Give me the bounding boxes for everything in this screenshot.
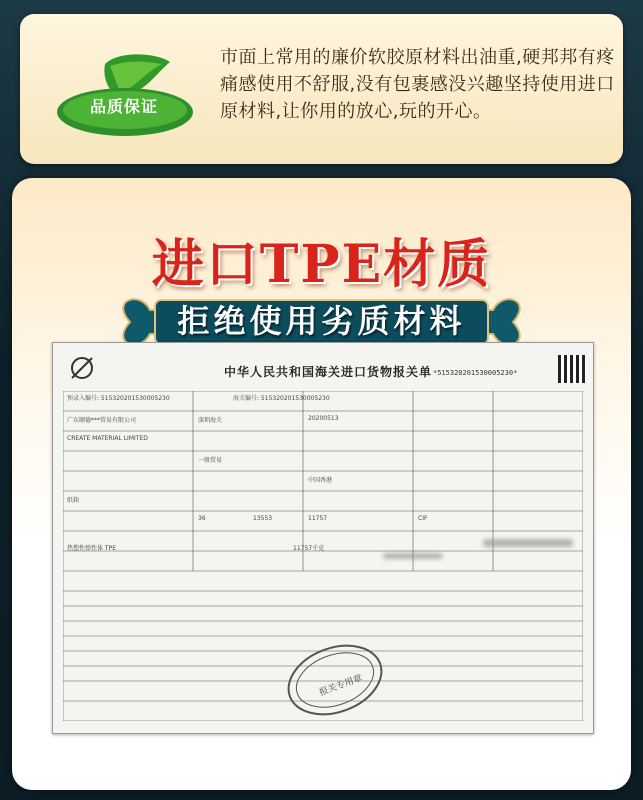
- package: 纸箱: [67, 497, 80, 504]
- intro-text: 市面上常用的廉价软胶原材料出油重,硬邦邦有疼痛感使用不舒服,没有包裹感没兴趣坚持使用进口原材料,让你用的放心,玩的开心。: [220, 47, 615, 122]
- document-title: 中华人民共和国海关进口货物报关单: [223, 365, 432, 379]
- consignor: CREATE MATERIAL LIMITED: [67, 435, 148, 442]
- trade-mode: 一般贸易: [198, 457, 223, 464]
- customs-no: 海关编号: 515320201530005230: [233, 395, 330, 402]
- customs-emblem-icon: [67, 353, 97, 383]
- quantity: 11757千克: [293, 545, 325, 552]
- pieces: 36: [198, 515, 206, 522]
- customs-declaration-document: [52, 342, 594, 734]
- headline: 进口TPE材质: [151, 234, 492, 295]
- origin: 中国香港: [308, 477, 333, 484]
- terms: CIF: [418, 515, 428, 522]
- qr-code-icon: [558, 355, 586, 383]
- consignee: 广东顺德***贸易有限公司: [67, 417, 137, 424]
- document-number: *515320201530005230*: [433, 369, 518, 377]
- badge-label: 品质保证: [89, 97, 158, 116]
- intro-card: [20, 14, 623, 164]
- transport: 深圳海关: [198, 417, 223, 424]
- net-weight: 11757: [308, 515, 328, 522]
- seal-text: 报关专用章: [318, 673, 364, 699]
- pre-entry-no: 预录入编号: 515320201530005230: [67, 395, 170, 402]
- date: 20200513: [308, 415, 339, 422]
- gross-weight: 13553: [253, 515, 273, 522]
- redacted-area: [483, 539, 573, 547]
- goods: 热塑性弹性体 TPE: [67, 545, 116, 552]
- banner-text: 拒绝使用劣质材料: [177, 302, 466, 340]
- redacted-area: [383, 553, 443, 559]
